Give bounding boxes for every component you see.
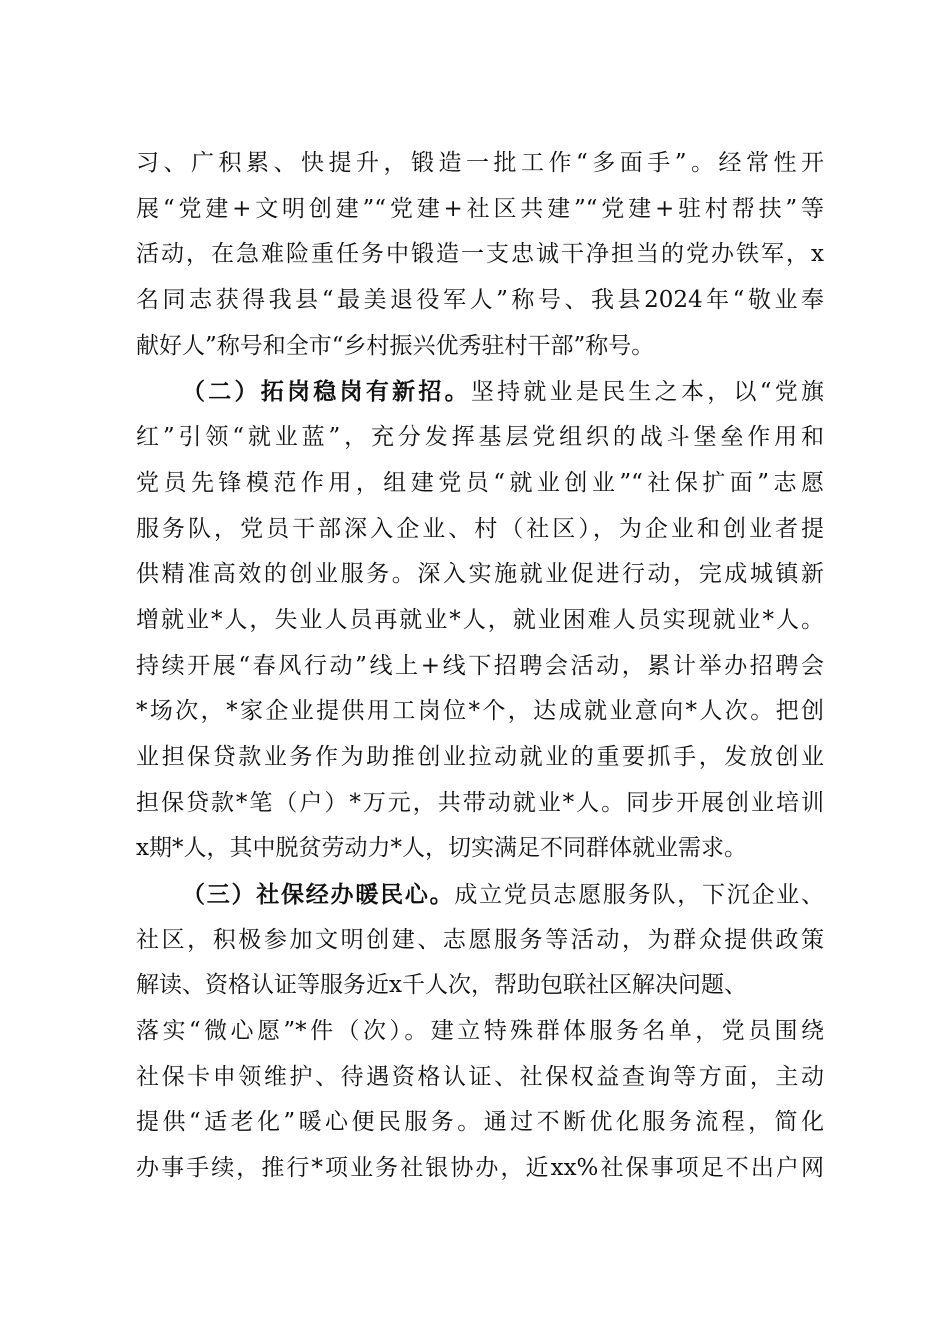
- text-line: 服务队，党员干部深入企业、村（社区），为企业和创业者提: [136, 515, 824, 542]
- text-line: 担保贷款*笔（户）*万元，共带动就业*人。同步开展创业培训: [136, 789, 824, 816]
- text-line: 展“党建+文明创建”“党建+社区共建”“党建+驻村帮扶”等: [136, 195, 824, 222]
- text-run: 成立党员志愿服务队，下沉企业、: [454, 882, 825, 908]
- text-line: 解读、资格认证等服务近x千人次，帮助包联社区解决问题、: [136, 972, 747, 999]
- text-line: 社区，积极参加文明创建、志愿服务等活动，为群众提供政策: [136, 926, 824, 953]
- paragraph-party-building: [136, 141, 824, 369]
- paragraph-employment: [136, 369, 824, 872]
- text-line: *场次，*家企业提供用工岗位*个，达成就业意向*人次。把创: [136, 698, 824, 725]
- text-line: x期*人，其中脱贫劳动力*人，切实满足不同群体就业需求。: [136, 835, 747, 862]
- paragraph-social-security: [136, 872, 824, 1192]
- text-line: 习、广积累、快提升，锻造一批工作“多面手”。经常性开: [136, 150, 824, 176]
- document-body: [136, 141, 824, 1192]
- text-line: 献好人”称号和全市“乡村振兴优秀驻村干部”称号。: [136, 332, 655, 359]
- text-line: 落实“微心愿”*件（次）。建立特殊群体服务名单，党员围绕: [136, 1018, 824, 1045]
- section-heading-social-security: （三）社保经办暖民心。: [182, 881, 455, 908]
- text-run: 坚持就业是民生之本，以“党旗: [470, 379, 824, 406]
- text-line: 活动，在急难险重任务中锻造一支忠诚干净担当的党办铁军，x: [136, 241, 824, 268]
- paragraph-first-line: [136, 872, 824, 918]
- text-line: 增就业*人，失业人员再就业*人，就业困难人员实现就业*人。: [136, 606, 824, 633]
- text-line: 供精准高效的创业服务。深入实施就业促进行动，完成城镇新: [136, 561, 824, 588]
- text-line: 社保卡申领维护、待遇资格认证、社保权益查询等方面，主动: [136, 1063, 824, 1090]
- paragraph-first-line: [136, 369, 824, 415]
- text-line: 红”引领“就业蓝”，充分发挥基层党组织的战斗堡垒作用和: [136, 424, 824, 451]
- text-line: 名同志获得我县“最美退役军人”称号、我县2024年“敬业奉: [136, 287, 824, 314]
- text-line: 业担保贷款业务作为助推创业拉动就业的重要抓手，发放创业: [136, 743, 824, 770]
- text-line: 提供“适老化”暖心便民服务。通过不断优化服务流程，简化: [136, 1109, 824, 1136]
- text-line: 党员先锋模范作用，组建党员“就业创业”“社保扩面”志愿: [136, 469, 824, 496]
- text-line: 办事手续，推行*项业务社银协办，近xx%社保事项足不出户网: [136, 1155, 824, 1182]
- text-line: 持续开展“春风行动”线上+线下招聘会活动，累计举办招聘会: [136, 652, 824, 679]
- section-heading-employment: （二）拓岗稳岗有新招。: [182, 378, 471, 406]
